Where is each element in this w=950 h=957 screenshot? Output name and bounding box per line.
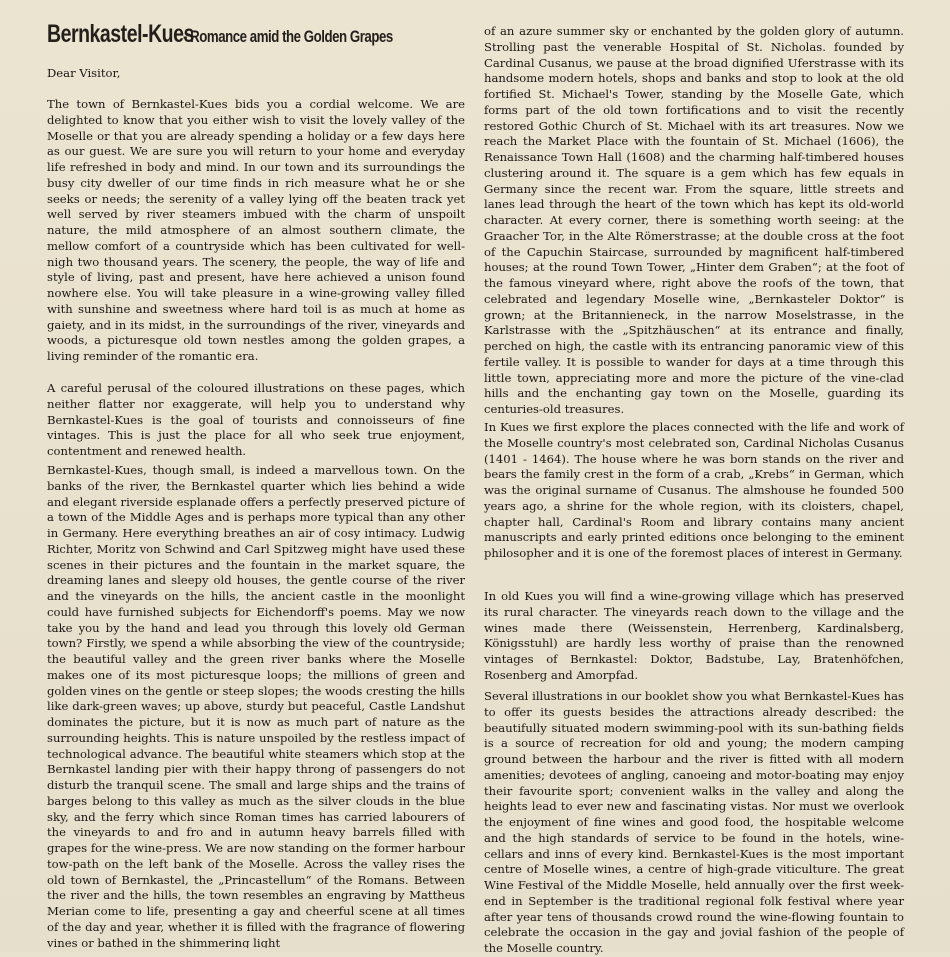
paragraph-attractions: Several illustrations in our booklet show you what Bernkastel-Kues has to offer its guests besides the attractions already described: the beautifully situated modern swimming-pool with its sun-bathing fields is a source of recreation for old and young; the modern camping ground between the harbour and the river is fitted with all modern amenities; devotees of angling, canoeing and motor-boating may enjoy their favourite sport; convenient walks in the valley and along the heights lead to ever new and fascinating vistas. Nor must we overlook the enjoyment of fine wines and good food, the hospitable welcome and the high standards of service to be found in the hotels, wine-cellars and inns of every kind. Bernkastel-Kues is the most important centre of Moselle wines, a centre of high-grade viticulture. The great Wine Festival of the Middle Moselle, held annually over the first week-end in September is the traditional regional folk festival where year after year tens of thousands crowd round the wine-flowing fountain to celebrate the occasion in the gay and jovial fashion of the people of the Moselle country.: [484, 689, 904, 955]
paragraph-old-kues: In old Kues you will find a wine-growing village which has preserved its rural character. The vineyards reach down to the village and the wines made there (Weissenstein, Herrenberg, Kardinalsberg, Königsstuhl) are hardly less worthy of praise than the renowned vintages of Bernkastel: Doktor, Badstube, Lay, Bratenhöfchen, Rosenberg and Amorpfad.: [484, 589, 904, 682]
title-main: Bernkastel-Kues: [47, 20, 194, 48]
paragraph-welcome: The town of Bernkastel-Kues bids you a cordial welcome. We are delighted to know that you either wish to visit the lovely valley of the Moselle or that you are already spending a holiday or a few days here as our guest. We are sure you will return to your home and everyday life refreshed in body and mind. In our town and its surroundings the busy city dweller of our time finds in rich measure what he or she seeks or needs; the serenity of a valley lying off the beaten track yet well served by river steamers imbued with the charm of unspoilt nature, the mild atmosphere of an almost southern climate, the mellow comfort of a countryside which has been cultivated for well-nigh two thousand years. The scenery, the people, the way of life and style of living, past and present, have here achieved a unison found nowhere else. You will take pleasure in a wine-growing valley filled with sunshine and sweetness where hard toil is as much at home as gaiety, and in its midst, in the surroundings of the river, vineyards and woods, a picturesque old town nestles among the golden grapes, a living reminder of the romantic era.: [47, 97, 465, 363]
title-subtitle: - Romance amid the Golden Grapes: [183, 27, 394, 46]
paragraph-illustrations: A careful perusal of the coloured illustrations on these pages, which neither flatter nor exaggerate, will help you to understand why Bernkastel-Kues is the goal of tourists and connoisseurs of fine vintages. This is just the place for all who seek true enjoyment, contentment and renewed health.: [47, 381, 465, 458]
paragraph-town-description: Bernkastel-Kues, though small, is indeed a marvellous town. On the banks of the river, the Bernkastel quarter which lies behind a wide and elegant riverside esplanade offers a perfectly preserved picture of a town of the Middle Ages and is perhaps more typical than any other in Germany. Here everything breathes an air of cosy intimacy. Ludwig Richter, Moritz von Schwind and Carl Spitzweg might have used these scenes in their pictures and the fountain in the market square, the dreaming lanes and sleepy old houses, the gentle course of the river and the vineyards on the hills, the ancient castle in the moonlight could have furnished subjects for Eichendorff's poems. May we now take you by the hand and lead you through this lovely old German town? Firstly, we spend a while absorbing the view of the countryside; the beautiful valley and the green river banks where the Moselle makes one of its most picturesque loops; the millions of green and golden vines on the gentle or steep slopes; the woods cresting the hills like dark-green waves; up above, sturdy but peaceful, Castle Landshut dominates the picture, but it is now as much part of nature as the surrounding heights. This is nature unspoiled by the restless impact of technological advance. The beautiful white steamers which stop at the Bernkastel landing pier with their happy throng of passengers do not disturb the tranquil scene. The small and large ships and the trains of barges belong to this valley as much as the silver clouds in the blue sky, and the ferry which since Roman times has carried labourers of the vineyards to and fro and in autumn heavy barrels filled with grapes for the wine-press. We are now standing on the former harbour tow-path on the left bank of the Moselle. Across the valley rises the old town of Bernkastel, the „Princastellum“ of the Romans. Between the river and the hills, the town resembles an engraving by Mattheus Merian come to life, presenting a gay and cheerful scene at all times of the day and year, whether it is filled with the fragrance of flowering vines or bathed in the shimmering light: [47, 463, 465, 948]
page-title: [47, 20, 472, 50]
paragraph-town-walk: of an azure summer sky or enchanted by the golden glory of autumn. Strolling past the venerable Hospital of St. Nicholas. founded by Cardinal Cusanus, we pause at the broad dignified Uferstrasse with its handsome modern hotels, shops and banks and stop to look at the old fortified St. Michael's Tower, standing by the Moselle Gate, which forms part of the old town fortifications and to visit the recently restored Gothic Church of St. Michael with its art treasures. Now we reach the Market Place with the fountain of St. Michael (1606), the Renaissance Town Hall (1608) and the charming half-timbered houses clustering around it. The square is a gem which has few equals in Germany since the recent war. From the square, little streets and lanes lead through the heart of the town which has kept its old-world character. At every corner, there is something worth seeing: at the Graacher Tor, in the Alte Römerstrasse; at the double cross at the foot of the Capuchin Staircase, surrounded by magnificent half-timbered houses; at the round Town Tower, „Hinter dem Graben“; at the foot of the famous vineyard where, right above the roofs of the town, that celebrated and legendary Moselle wine, „Bernkasteler Doktor“ is grown; at the Britannieneck, in the narrow Moselstrasse, in the Karlstrasse with the „Spitzhäuschen“ at its entrance and finally, perched on high, the castle with its entrancing panoramic view of this fertile valley. It is possible to wander for days at a time through this little town, appreciating more and more the picture of the vine-clad hills and the enchanting gay town on the Moselle, guarding its centuries-old treasures.: [484, 24, 904, 416]
paragraph-cusanus: In Kues we first explore the places connected with the life and work of the Moselle country's most celebrated son, Cardinal Nicholas Cusanus (1401 - 1464). The house where he was born stands on the river and bears the family crest in the form of a crab, „Krebs“ in German, which was the original surname of Cusanus. The almshouse he founded 500 years ago, a shrine for the whole region, with its cloisters, chapel, chapter hall, Cardinal's Room and library contains many ancient manuscripts and early printed editions once belonging to the eminent philosopher and it is one of the foremost places of interest in Germany.: [484, 420, 904, 560]
salutation: Dear Visitor,: [47, 66, 121, 80]
